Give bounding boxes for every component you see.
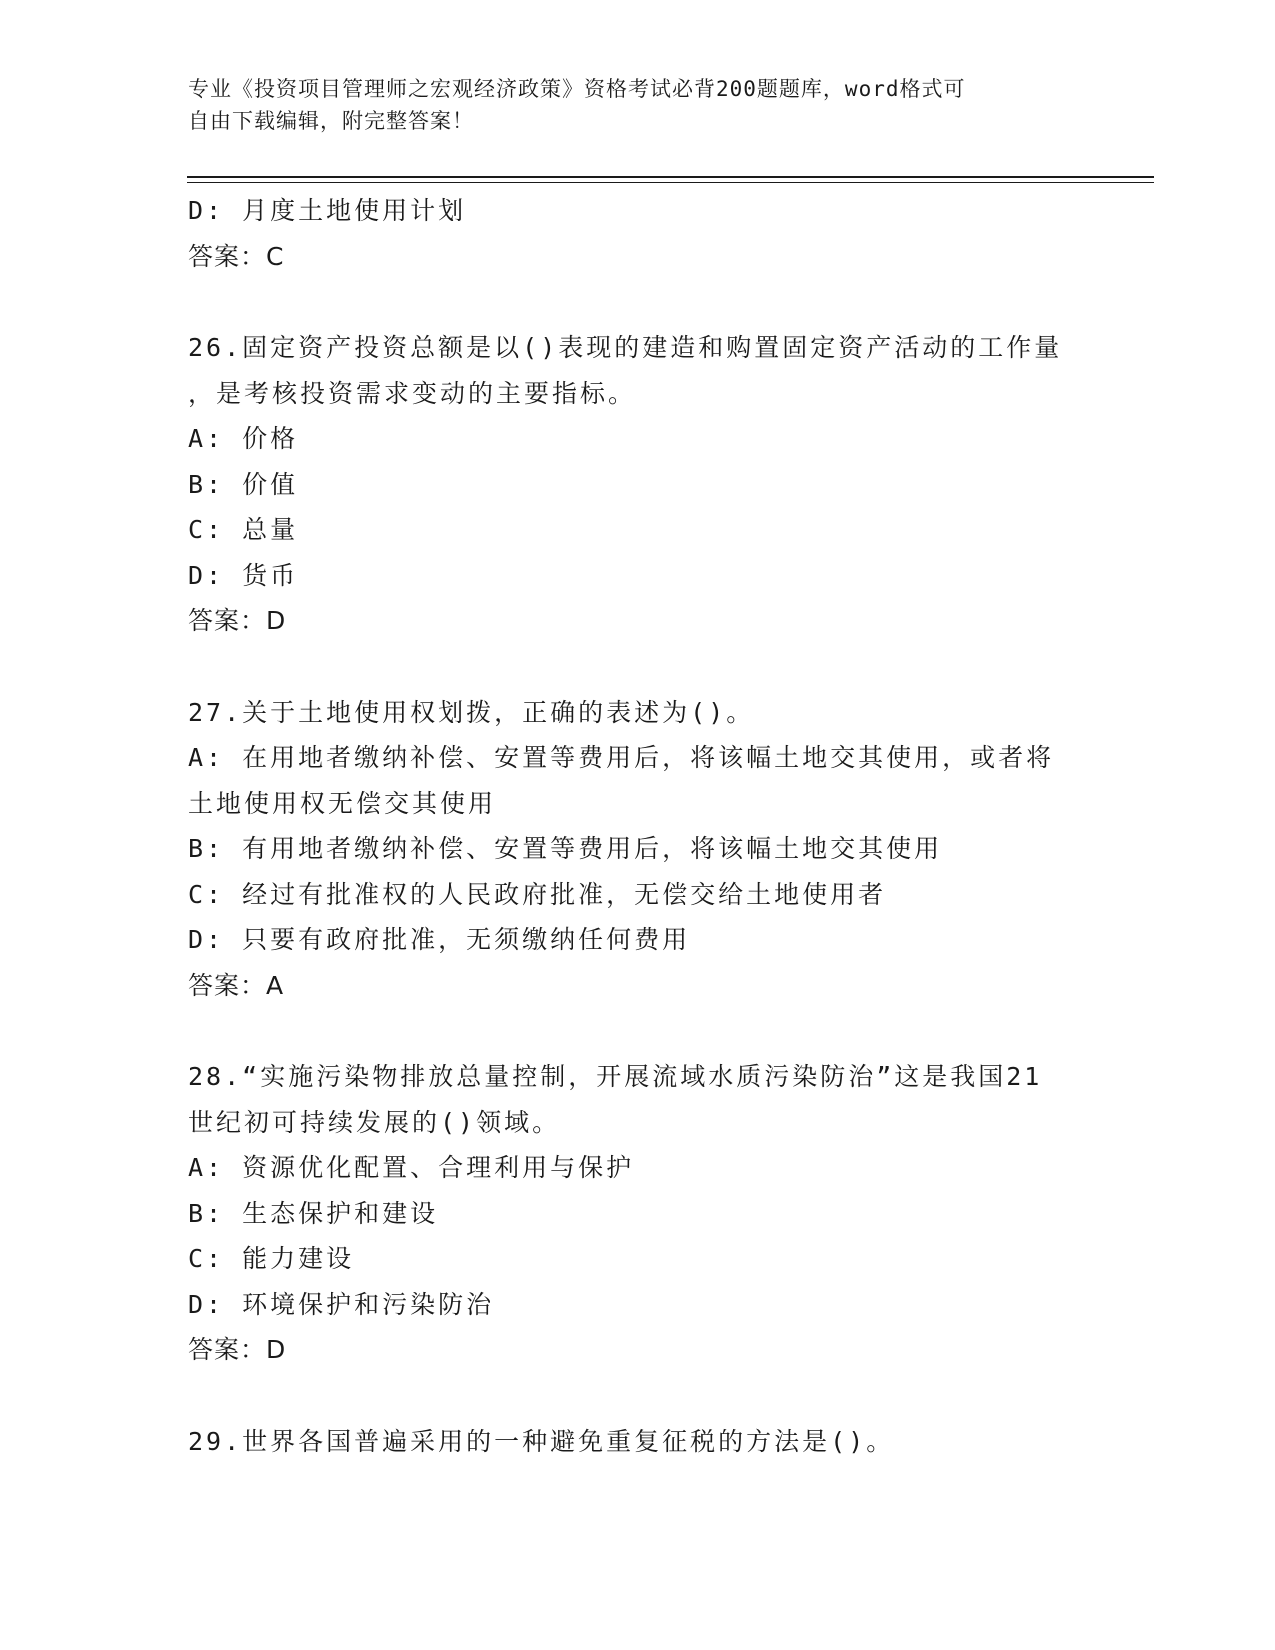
answer-line: 答案：D xyxy=(188,606,287,635)
question-stem: 27.关于土地使用权划拨，正确的表述为()。 xyxy=(188,697,755,727)
question-stem: 26.固定资产投资总额是以()表现的建造和购置固定资产活动的工作量 xyxy=(188,333,1063,362)
question-29 xyxy=(188,1419,1088,1465)
option-b: B: 价值 xyxy=(188,469,299,499)
document-header xyxy=(188,73,1068,137)
header-line-1: 专业《投资项目管理师之宏观经济政策》资格考试必背200题题库，word格式可 xyxy=(188,77,966,101)
header-rule-thick xyxy=(187,176,1154,178)
previous-question-fragment xyxy=(188,188,1088,279)
spacer xyxy=(188,1373,1088,1419)
question-26 xyxy=(188,325,1088,644)
option-d: D: 货币 xyxy=(188,560,299,590)
option-c: C: 经过有批准权的人民政府批准，无偿交给土地使用者 xyxy=(188,879,887,909)
option-d: D: 月度土地使用计划 xyxy=(188,196,467,225)
option-c: C: 能力建设 xyxy=(188,1244,355,1273)
spacer xyxy=(188,1008,1088,1054)
header-rule-thin xyxy=(187,182,1154,183)
question-27 xyxy=(188,690,1088,1009)
option-a: A: 价格 xyxy=(188,424,299,453)
question-28 xyxy=(188,1054,1088,1373)
question-stem: 29.世界各国普遍采用的一种避免重复征税的方法是()。 xyxy=(188,1426,895,1456)
option-a: A: 资源优化配置、合理利用与保护 xyxy=(188,1153,635,1182)
option-b: B: 生态保护和建设 xyxy=(188,1198,439,1228)
question-content xyxy=(188,188,1088,1464)
question-stem: ，是考核投资需求变动的主要指标。 xyxy=(188,378,637,408)
answer-line: 答案：D xyxy=(188,1335,287,1364)
option-d: D: 环境保护和污染防治 xyxy=(188,1289,495,1319)
spacer xyxy=(188,644,1088,690)
answer-line: 答案：A xyxy=(188,970,285,1000)
option-c: C: 总量 xyxy=(188,515,299,544)
option-b: B: 有用地者缴纳补偿、安置等费用后，将该幅土地交其使用 xyxy=(188,834,943,863)
header-line-2: 自由下载编辑，附完整答案！ xyxy=(188,109,474,133)
question-stem: 28.“实施污染物排放总量控制，开展流域水质污染防治”这是我国21 xyxy=(188,1062,1043,1091)
answer-line: 答案：C xyxy=(188,241,285,271)
option-a: A: 在用地者缴纳补偿、安置等费用后，将该幅土地交其使用，或者将 xyxy=(188,743,1055,772)
option-a-continuation: 土地使用权无偿交其使用 xyxy=(188,788,497,818)
spacer xyxy=(188,279,1088,325)
question-stem: 世纪初可持续发展的()领域。 xyxy=(188,1107,561,1137)
option-d: D: 只要有政府批准，无须缴纳任何费用 xyxy=(188,925,691,954)
